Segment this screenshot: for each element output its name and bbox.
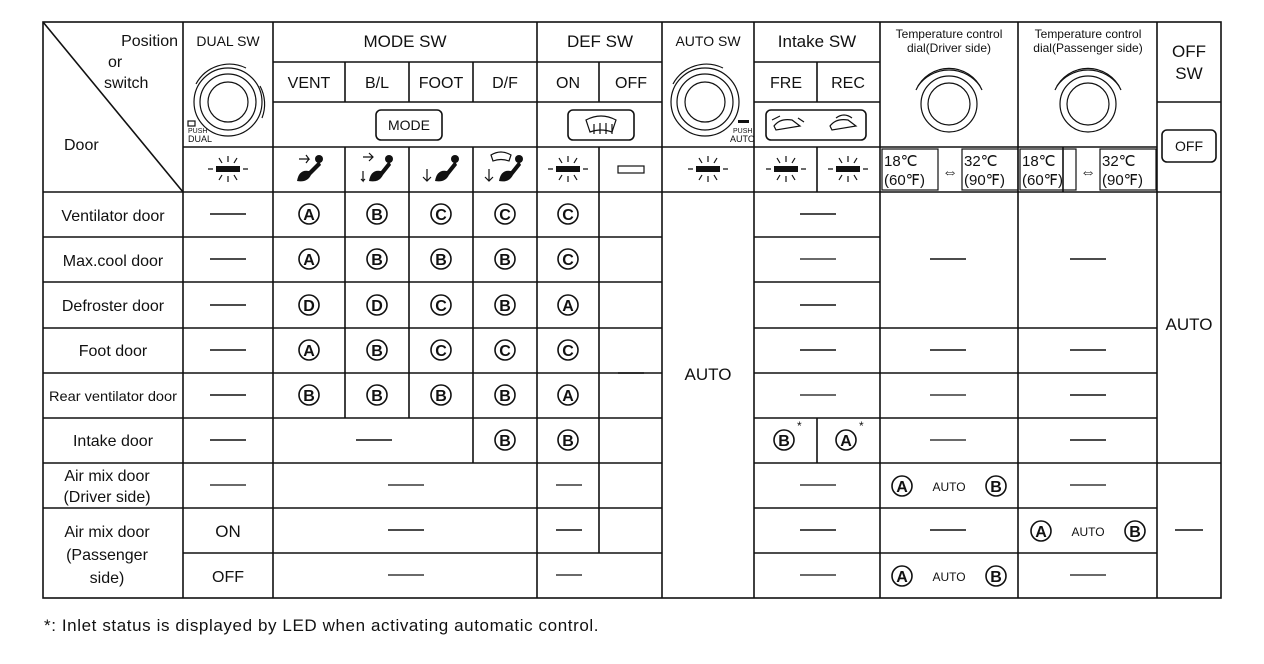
dual-sw-title: DUAL SW <box>196 33 260 49</box>
cell-maxcool-df <box>495 249 515 269</box>
row-label-rearvent: Rear ventilator door <box>49 388 178 404</box>
cell-airmix-pass-off-auto: AUTO <box>932 570 966 584</box>
temp-driver-high-f: (90℉) <box>964 172 1005 189</box>
asterisk: * <box>797 419 802 433</box>
cell-airmix-pass-off-a <box>892 566 912 586</box>
auto-indicator-icon <box>738 120 749 123</box>
auto-label: AUTO <box>730 134 755 144</box>
row-label-defroster: Defroster door <box>61 298 165 315</box>
def-col-off: OFF <box>615 75 647 92</box>
row-label-airmix-driver-1: Air mix door <box>64 468 150 485</box>
temp-driver-high-c: 32℃ <box>964 153 998 170</box>
dial-knob-icon[interactable] <box>194 64 265 136</box>
svg-text:B: B <box>990 479 1002 496</box>
temp-driver-low-c: 18℃ <box>884 153 918 170</box>
dual-indicator-icon <box>188 121 195 126</box>
svg-text:C: C <box>562 207 574 224</box>
temp-pass-arrow: ⇔ <box>1080 164 1096 181</box>
cell-maxcool-def-on <box>558 249 578 269</box>
svg-text:B: B <box>371 388 383 405</box>
row-label-airmix-driver-2: (Driver side) <box>63 489 151 506</box>
row-label-maxcool: Max.cool door <box>62 253 164 270</box>
corner-position-label: Position <box>121 33 178 50</box>
foot-airflow-icon <box>423 155 459 181</box>
svg-text:B: B <box>499 298 511 315</box>
dual-label: DUAL <box>188 134 213 144</box>
svg-text:C: C <box>435 343 447 360</box>
indicator-row <box>208 149 1156 190</box>
indicator-lamp-icon <box>208 156 248 182</box>
svg-text:D: D <box>371 298 383 315</box>
temp-driver-arrow: ⇔ <box>942 164 958 181</box>
def-col-on: ON <box>556 75 580 92</box>
svg-text:A: A <box>562 388 574 405</box>
temp-pass-title-1: Temperature control <box>1034 27 1142 41</box>
cell-airmix-pass-a <box>1031 521 1051 541</box>
header-grid <box>43 22 1221 598</box>
temp-driver-title-2: dial(Driver side) <box>906 41 992 55</box>
indicator-lamp-off-icon <box>618 166 644 173</box>
svg-text:A: A <box>303 343 315 360</box>
svg-text:B: B <box>499 388 511 405</box>
svg-text:A: A <box>303 252 315 269</box>
temp-pass-high-c: 32℃ <box>1102 153 1136 170</box>
temp-driver-title-1: Temperature control <box>895 27 1003 41</box>
indicator-lamp-icon <box>688 156 728 182</box>
temp-driver-low-f: (60℉) <box>884 172 925 189</box>
corner-or-label: or <box>108 54 123 71</box>
temp-pass-dial-icon[interactable] <box>1055 68 1121 132</box>
corner-switch-label: switch <box>104 75 149 92</box>
cell-airmix-pass-b <box>1125 521 1145 541</box>
cell-ventilator-bl <box>367 204 387 224</box>
svg-text:B: B <box>435 252 447 269</box>
row-label-foot: Foot door <box>78 343 148 360</box>
cell-foot-df <box>495 340 515 360</box>
cell-rearvent-vent <box>299 385 319 405</box>
cell-ventilator-vent <box>299 204 319 224</box>
temp-driver-dial-icon[interactable] <box>916 68 982 132</box>
row-label-airmix-pass-1: Air mix door <box>64 524 150 541</box>
row-labels <box>49 208 177 587</box>
cell-rearvent-def-on <box>558 385 578 405</box>
cell-foot-foot <box>431 340 451 360</box>
svg-text:D: D <box>303 298 315 315</box>
indicator-lamp-icon <box>766 156 806 182</box>
row-label-intake: Intake door <box>72 433 154 450</box>
temp-pass-high-f: (90℉) <box>1102 172 1143 189</box>
svg-text:B: B <box>371 343 383 360</box>
svg-text:B: B <box>371 252 383 269</box>
cell-defroster-df <box>495 295 515 315</box>
cell-airmix-driver-b <box>986 476 1006 496</box>
cell-defroster-def-on <box>558 295 578 315</box>
recirculation-icon <box>830 115 856 130</box>
intake-button[interactable] <box>766 110 866 140</box>
svg-text:B: B <box>1129 524 1141 541</box>
svg-text:A: A <box>303 207 315 224</box>
indicator-lamp-icon <box>548 156 588 182</box>
svg-text:B: B <box>371 207 383 224</box>
cell-intake-df <box>495 430 515 450</box>
cell-intake-rec <box>836 419 864 450</box>
defroster-icon[interactable] <box>568 110 634 140</box>
cell-foot-vent <box>299 340 319 360</box>
svg-text:C: C <box>499 343 511 360</box>
fresh-air-icon <box>772 116 804 130</box>
svg-text:C: C <box>562 252 574 269</box>
svg-text:B: B <box>562 433 574 450</box>
off-button[interactable] <box>1162 130 1216 162</box>
off-button-label: OFF <box>1175 138 1203 154</box>
temp-pass-low-f: (60℉) <box>1022 172 1063 189</box>
cell-ventilator-df <box>495 204 515 224</box>
mode-button[interactable] <box>376 110 442 140</box>
corner-header <box>64 33 178 154</box>
svg-text:C: C <box>435 207 447 224</box>
svg-text:C: C <box>499 207 511 224</box>
intake-sw-title: Intake SW <box>777 32 857 51</box>
def-foot-airflow-icon <box>485 152 523 181</box>
cell-foot-def-on <box>558 340 578 360</box>
svg-text:B: B <box>499 433 511 450</box>
row-label-ventilator: Ventilator door <box>61 208 165 225</box>
off-sw-title-2: SW <box>1175 64 1203 83</box>
svg-text:C: C <box>435 298 447 315</box>
cell-foot-bl <box>367 340 387 360</box>
dash-cells <box>210 214 1203 575</box>
svg-text:A: A <box>1035 524 1047 541</box>
temp-pass-low-c: 18℃ <box>1022 153 1056 170</box>
auto-push-label: PUSH <box>733 128 753 135</box>
bilevel-airflow-icon <box>361 153 393 181</box>
svg-text:A: A <box>896 479 908 496</box>
auto-dial-knob-icon[interactable] <box>671 64 739 136</box>
cell-maxcool-bl <box>367 249 387 269</box>
auto-sw-title: AUTO SW <box>675 33 741 49</box>
cell-intake-def-on <box>558 430 578 450</box>
footnote: *: Inlet status is displayed by LED when activating automatic control. <box>44 616 600 635</box>
mode-col-bl: B/L <box>364 75 390 92</box>
mode-sw-title: MODE SW <box>363 32 447 51</box>
cell-airmix-pass-off-b <box>986 566 1006 586</box>
intake-col-fre: FRE <box>770 75 802 92</box>
asterisk: * <box>859 419 864 433</box>
row-label-airmix-pass-3: side) <box>89 570 125 587</box>
row-label-airmix-pass-2: (Passenger <box>66 547 148 564</box>
cell-airmix-driver-auto: AUTO <box>932 480 966 494</box>
svg-text:B: B <box>435 388 447 405</box>
temp-pass-title-2: dial(Passenger side) <box>1033 41 1143 55</box>
svg-text:B: B <box>778 433 790 450</box>
svg-text:B: B <box>499 252 511 269</box>
mode-col-vent: VENT <box>287 75 331 92</box>
mode-col-df: D/F <box>492 75 518 92</box>
cell-ventilator-foot <box>431 204 451 224</box>
intake-col-rec: REC <box>831 75 865 92</box>
cell-maxcool-vent <box>299 249 319 269</box>
cell-defroster-foot <box>431 295 451 315</box>
svg-text:A: A <box>840 433 852 450</box>
cell-rearvent-df <box>495 385 515 405</box>
cell-airmix-driver-a <box>892 476 912 496</box>
svg-text:B: B <box>990 569 1002 586</box>
cell-maxcool-foot <box>431 249 451 269</box>
dual-on-cell: ON <box>215 522 241 541</box>
svg-text:B: B <box>303 388 315 405</box>
off-sw-title-1: OFF <box>1172 42 1206 61</box>
svg-text:A: A <box>562 298 574 315</box>
svg-text:C: C <box>562 343 574 360</box>
cell-ventilator-def-on <box>558 204 578 224</box>
dual-off-cell: OFF <box>212 569 244 586</box>
auto-sw-auto-cell: AUTO <box>684 365 732 384</box>
cell-defroster-bl <box>367 295 387 315</box>
mode-col-foot: FOOT <box>418 75 464 92</box>
indicator-lamp-icon <box>828 156 868 182</box>
mode-button-label: MODE <box>388 117 430 133</box>
cell-rearvent-foot <box>431 385 451 405</box>
cell-intake-fre <box>774 419 802 450</box>
table-border <box>43 22 1221 598</box>
cell-airmix-pass-auto: AUTO <box>1071 525 1105 539</box>
corner-door-label: Door <box>64 137 99 154</box>
def-sw-title: DEF SW <box>566 32 634 51</box>
cell-rearvent-bl <box>367 385 387 405</box>
cell-defroster-vent <box>299 295 319 315</box>
off-sw-auto-cell: AUTO <box>1165 315 1213 334</box>
vent-airflow-icon <box>297 155 323 181</box>
svg-text:A: A <box>896 569 908 586</box>
dual-push-label: PUSH <box>188 128 208 135</box>
